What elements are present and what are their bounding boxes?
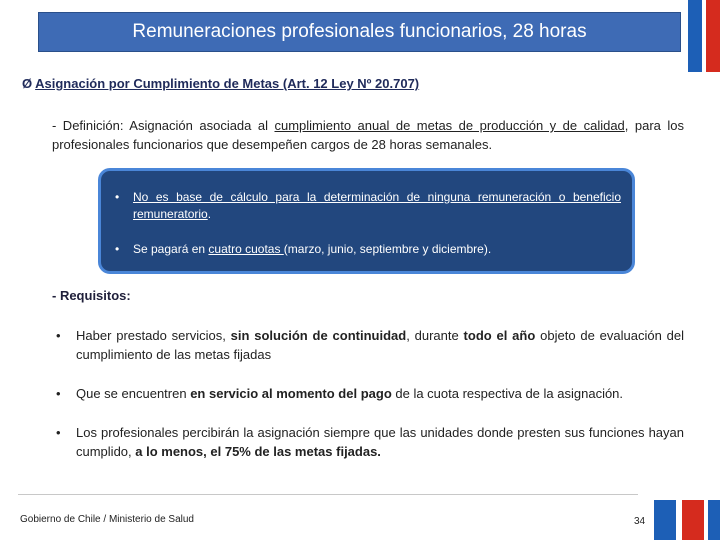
requirements-title: - Requisitos: (52, 288, 131, 303)
box-bullet-1 (115, 189, 621, 223)
flag-white-stripe (676, 500, 682, 540)
box-bullet-2-before: Se pagará en (133, 242, 209, 256)
req3-part-a: Los profesionales percibirán la asignación siempre que las unidades donde presten sus funciones hayan cumplido, (76, 425, 684, 459)
bullet-dot-icon: • (115, 242, 120, 256)
bullet-dot-icon: • (56, 328, 61, 343)
box-bullet-2-after: (marzo, junio, septiembre y diciembre). (283, 242, 492, 256)
definition-text-before: Asignación asociada al (123, 118, 275, 133)
slide-title-text: Remuneraciones profesionales funcionarios, 28 horas (132, 21, 587, 42)
req1-part-b: sin solución de continuidad (230, 328, 407, 343)
req1-part-e: objeto de evaluación del cumplimiento de las metas fijadas (76, 328, 684, 362)
highlight-box (98, 168, 635, 274)
flag-blue-stripe (654, 500, 676, 540)
footer-divider (18, 494, 638, 495)
req3-part-b: a lo menos, el 75% de las metas fijadas. (135, 444, 381, 459)
requirement-3 (52, 423, 684, 461)
flag-stripes-top-icon (688, 0, 720, 72)
flag-stripes-bottom-icon (654, 500, 720, 540)
req1-part-d: todo el año (463, 328, 536, 343)
bullet-dot-icon: • (115, 190, 120, 204)
flag-red-stripe (706, 0, 720, 72)
requirement-1-text (76, 326, 684, 364)
definition-paragraph (52, 116, 684, 154)
definition-text-after: , para los profesionales funcionarios que desempeñen cargos de 28 horas semanales. (52, 118, 685, 152)
flag-white-stripe (702, 0, 706, 72)
definition-underlined: cumplimiento anual de metas de producción y de calidad (274, 118, 625, 133)
footer-text: Gobierno de Chile / Ministerio de Salud (20, 514, 194, 525)
box-bullet-1-underlined: No es base de cálculo para la determinación de ninguna remuneración o beneficio remuneratorio (133, 190, 621, 221)
section-heading-text: Asignación por Cumplimiento de Metas (Art. 12 Ley Nº 20.707) (35, 76, 420, 91)
requirement-1 (52, 326, 684, 364)
req2-part-a: Que se encuentren (76, 386, 191, 401)
box-bullet-1-text (133, 189, 621, 223)
requirement-2-text (76, 384, 684, 403)
box-bullet-2-text (133, 241, 621, 258)
bullet-dot-icon: • (56, 386, 61, 401)
requirement-3-text (76, 423, 684, 461)
slide-title (38, 12, 681, 52)
req1-part-a: Haber prestado servicios, (76, 328, 231, 343)
flag-blue-stripe-2 (708, 500, 720, 540)
req2-part-b: en servicio al momento del pago (190, 386, 392, 401)
definition-label: - Definición: (52, 118, 124, 133)
box-bullet-2 (115, 241, 621, 258)
section-heading (22, 76, 419, 91)
page-number: 34 (634, 516, 646, 527)
arrow-bullet-icon: Ø (22, 76, 33, 91)
requirement-2 (52, 384, 684, 403)
bullet-dot-icon: • (56, 425, 61, 440)
req2-part-c: de la cuota respectiva de la asignación. (391, 386, 624, 401)
flag-blue-stripe (688, 0, 702, 72)
flag-red-stripe (682, 500, 704, 540)
box-bullet-2-underlined: cuatro cuotas (208, 242, 284, 256)
box-bullet-1-end: . (207, 207, 212, 221)
req1-part-c: , durante (406, 328, 464, 343)
